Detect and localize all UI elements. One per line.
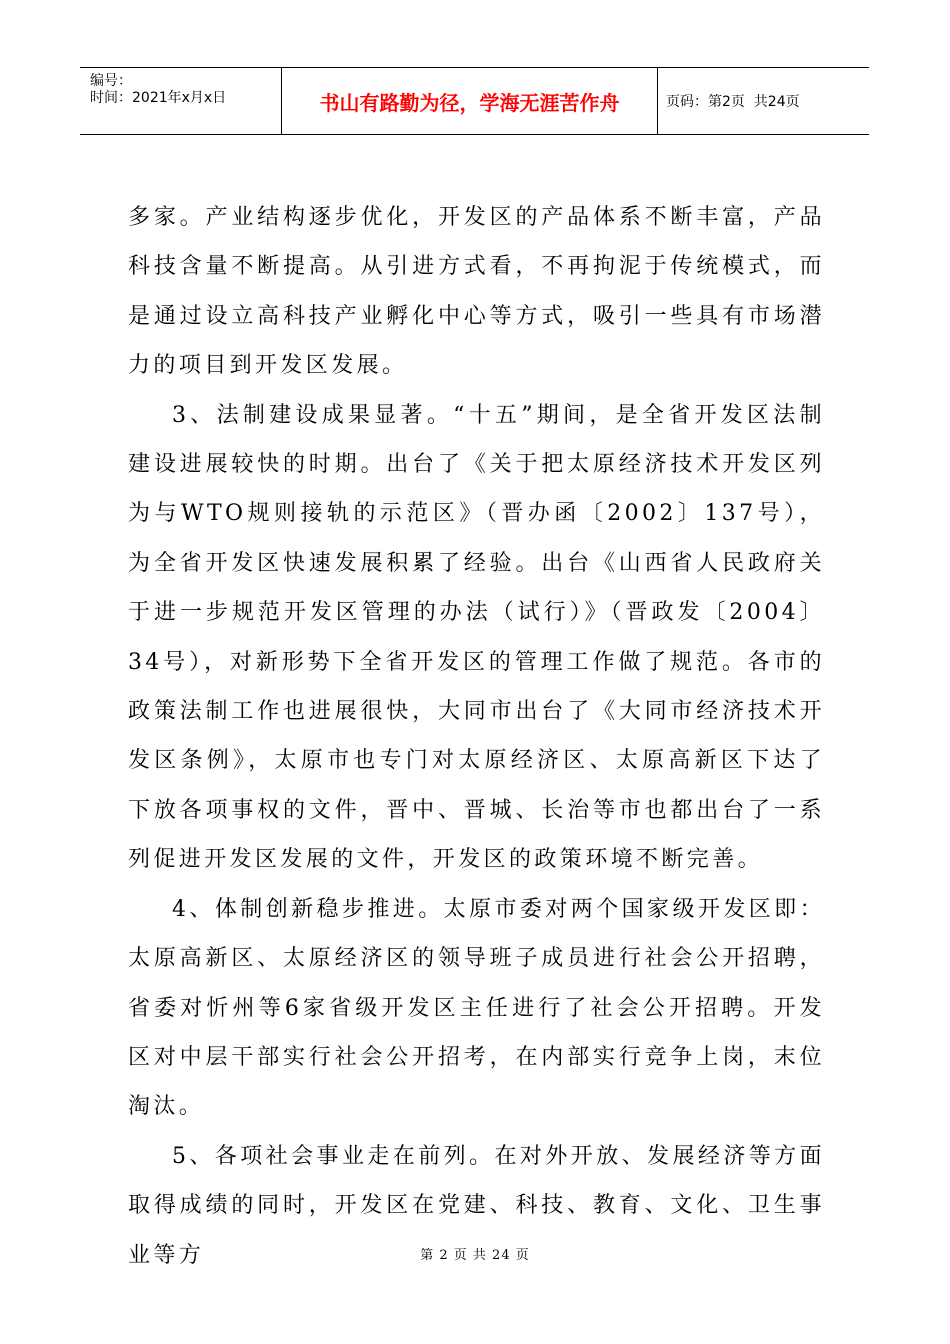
page-info: 页码：第2页 共24页: [666, 94, 800, 110]
number-label: 编号：: [90, 73, 132, 89]
header-motto-cell: [282, 68, 658, 134]
paragraph-2: 3、法制建设成果显著。“十五”期间，是全省开发区法制建设进展较快的时期。出台了《关于把太原经济技术开发区列为与WTO规则接轨的示范区》（晋办函〔2002〕137号），为全省开发区快速发展积累了经验。出台《山西省人民政府关于进一步规范开发区管理的办法（试行）》（晋政发〔2004〕34号），对新形势下全省开发区的管理工作做了规范。各市的政策法制工作也进展很快，大同市出台了《大同市经济技术开发区条例》，太原市也专门对太原经济区、太原高新区下达了下放各项事权的文件，晋中、晋城、长治等市也都出台了一系列促进开发区发展的文件，开发区的政策环境不断完善。: [128, 402, 825, 873]
document-header: [80, 67, 869, 135]
paragraph-3: 4、体制创新稳步推进。太原市委对两个国家级开发区即：太原高新区、太原经济区的领导班子成员进行社会公开招聘，省委对忻州等6家省级开发区主任进行了社会公开招聘。开发区对中层干部实行社会公开招考，在内部实行竞争上岗，末位淘汰。: [128, 896, 825, 1120]
paragraph-4: 5、各项社会事业走在前列。在对外开放、发展经济等方面取得成绩的同时，开发区在党建、科技、教育、文化、卫生事业等方: [128, 1143, 825, 1268]
motto-text: 书山有路勤为径，学海无涯苦作舟: [319, 90, 620, 115]
page-footer: [0, 1244, 950, 1263]
header-meta-cell: [80, 68, 282, 134]
header-page-cell: [658, 68, 869, 134]
document-body: [128, 193, 825, 1280]
footer-page-number: 第 2 页 共 24 页: [420, 1248, 530, 1263]
time-label: 时间：2021年x月x日: [90, 90, 227, 106]
paragraph-1: 多家。产业结构逐步优化，开发区的产品体系不断丰富，产品科技含量不断提高。从引进方式看，不再拘泥于传统模式，而是通过设立高科技产业孵化中心等方式，吸引一些具有市场潜力的项目到开发区发展。: [128, 205, 825, 379]
